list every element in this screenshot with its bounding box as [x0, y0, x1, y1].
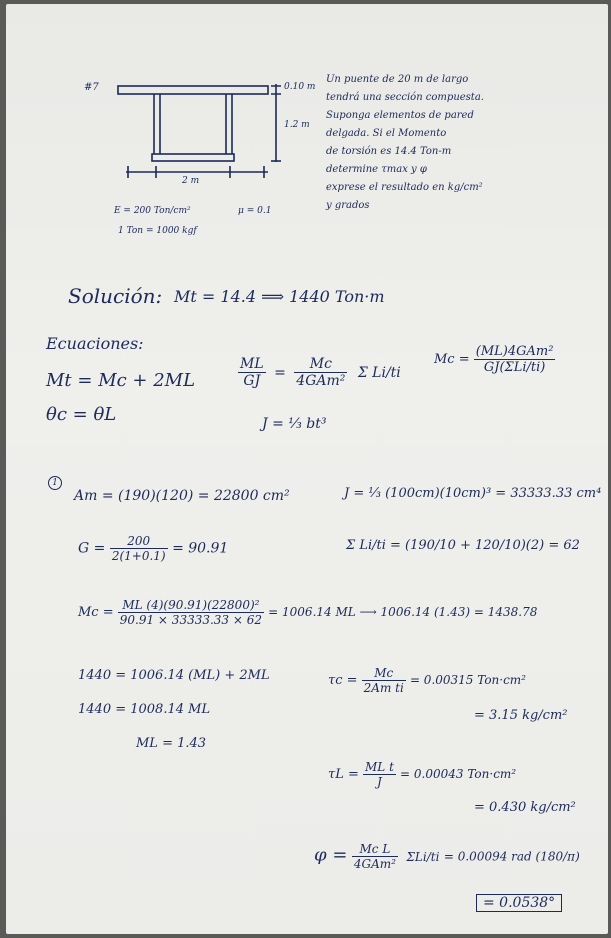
statement-line: Suponga elementos de pared: [326, 110, 474, 121]
flange-thickness-label: 0.10 m: [284, 82, 316, 92]
unit-conversion: 1 Ton = 1000 kgf: [118, 226, 197, 236]
mc-calc: Mc = $\frac{\text{ML (4)(90.91)(22800)²}}{90.91 \times 33333.33 \times 62}$ = 1006.14 ML ⟶ 1006.14 (1.43) = 1438.78: [78, 598, 538, 627]
phi-result-box: = 0.0538°: [476, 894, 562, 912]
equations-heading: Ecuaciones:: [46, 334, 144, 353]
g-calc: G = $\frac{200}{2(1+0.1)}$ = 90.91: [78, 534, 229, 563]
area-calc: Am = (190)(120) = 22800 cm²: [74, 488, 290, 504]
statement-line: determine τmax y φ: [326, 164, 427, 175]
ml-gj-fraction: $\frac{ML}{GJ}$ = $\frac{Mc}{\text{4GAm²}}$ Σ Li/ti: [240, 356, 401, 389]
cross-section-diagram: [6, 4, 608, 934]
statement-line: tendrá una sección compuesta.: [326, 92, 484, 103]
solution-heading: Solución:: [68, 284, 163, 308]
problem-number: #7: [84, 82, 99, 93]
angle-equation: θc = θL: [46, 404, 117, 425]
system-line-3: ML = 1.43: [136, 736, 207, 751]
notebook-page: [6, 4, 608, 934]
step-number: 1: [48, 476, 62, 490]
height-label: 1.2 m: [284, 120, 310, 130]
tau-l-result: = 0.430 kg/cm²: [474, 800, 576, 815]
torque-conversion: Mt = 14.4 ⟹ 1440 Ton·m: [174, 287, 385, 306]
statement-line: de torsión es 14.4 Ton-m: [326, 146, 452, 157]
width-label: 2 m: [182, 176, 200, 186]
tau-c-calc: τc = $\frac{Mc}{\text{2Am ti}}$ = 0.00315 Ton·cm²: [328, 666, 526, 695]
tau-c-result: = 3.15 kg/cm²: [474, 708, 568, 723]
system-line-2: 1440 = 1008.14 ML: [78, 702, 211, 717]
system-line-1: 1440 = 1006.14 (ML) + 2ML: [78, 668, 270, 683]
poisson-ratio: μ = 0.1: [238, 206, 272, 216]
j-definition: J = ⅓ bt³: [262, 416, 327, 432]
mc-equation: Mc = $\frac{\text{(ML)4GAm²}}{\text{GJ(ΣLi/ti)}}$: [434, 344, 554, 375]
statement-line: y grados: [326, 200, 370, 211]
sum-calc: Σ Li/ti = (190/10 + 120/10)(2) = 62: [346, 538, 580, 553]
statement-line: delgada. Si el Momento: [326, 128, 447, 139]
elastic-modulus: E = 200 Ton/cm²: [114, 206, 191, 216]
tau-l-calc: τL = $\frac{\text{ML t}}{J}$ = 0.00043 Ton·cm²: [328, 760, 517, 789]
j-calc: J = ⅓ (100cm)(10cm)³ = 33333.33 cm⁴: [344, 486, 602, 501]
statement-line: exprese el resultado en kg/cm²: [326, 182, 483, 193]
phi-calc: φ = $\frac{\text{Mc L}}{\text{4GAm²}}$ ΣLi/ti = 0.00094 rad (180/π): [314, 842, 580, 871]
statement-line: Un puente de 20 m de largo: [326, 74, 469, 85]
torque-equation: Mt = Mc + 2ML: [46, 370, 196, 391]
